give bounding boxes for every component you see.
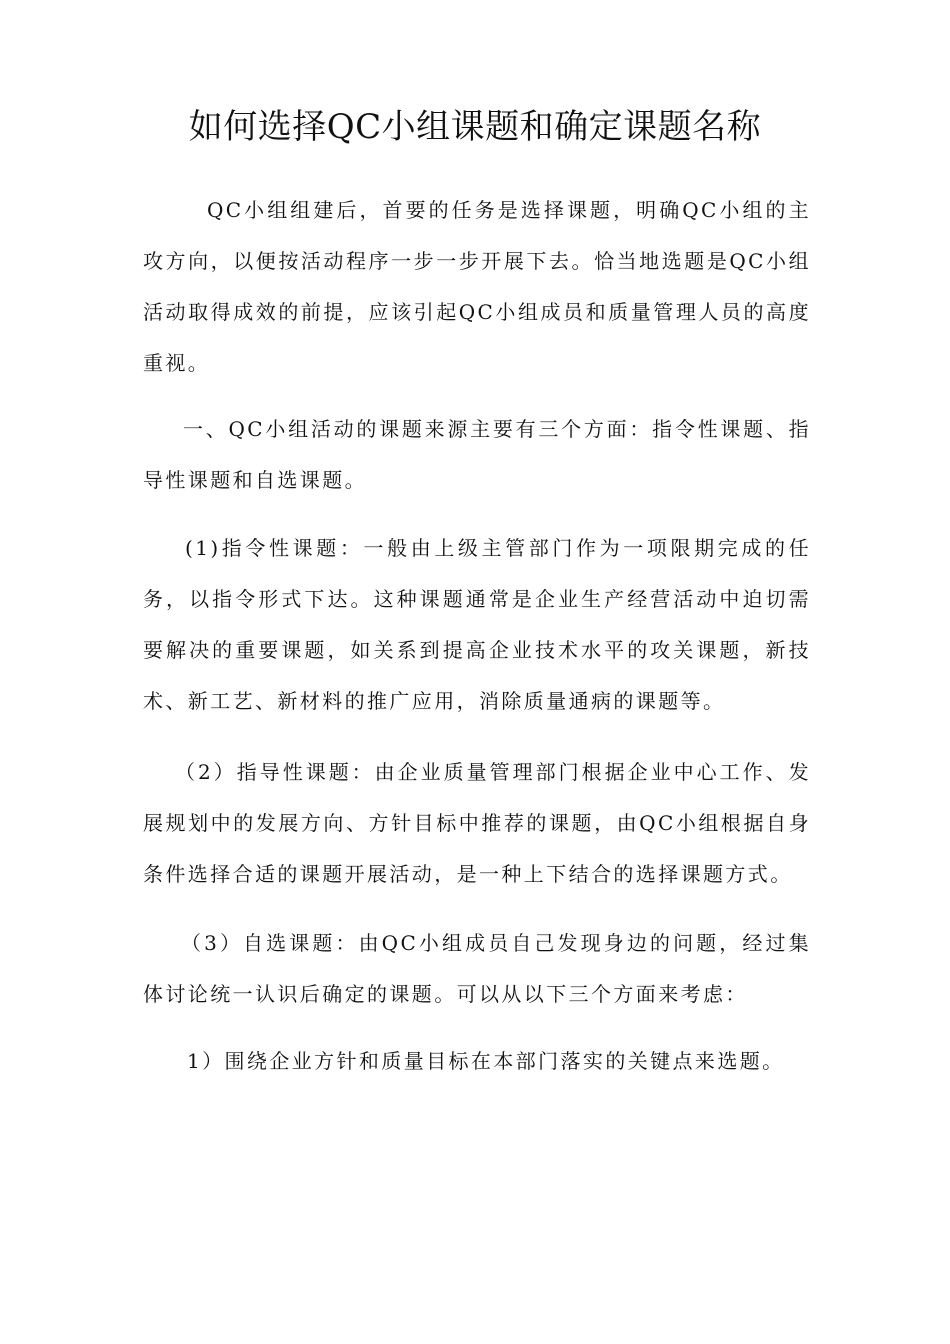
document-title: 如何选择QC小组课题和确定课题名称 <box>188 107 762 147</box>
paragraph-sub-item-1: 1）围绕企业方针和质量目标在本部门落实的关键点来选题。 <box>187 1049 785 1073</box>
paragraph-section-1: 一、QC小组活动的课题来源主要有三个方面：指令性课题、指导性课题和自选课题。 <box>143 417 811 492</box>
paragraph-item-3-self-selected-topic: （3）自选课题：由QC小组成员自己发现身边的问题，经过集体讨论统一认识后确定的课题。可以从以下三个方面来考虑： <box>143 931 811 1006</box>
paragraph-item-2-guided-topic: （2）指导性课题：由企业质量管理部门根据企业中心工作、发展规划中的发展方向、方针目标中推荐的课题，由QC小组根据自身条件选择合适的课题开展活动，是一种上下结合的选择课题方式。 <box>143 760 811 886</box>
paragraph-intro: QC小组组建后，首要的任务是选择课题，明确QC小组的主攻方向，以便按活动程序一步一步开展下去。恰当地选题是QC小组活动取得成效的前提，应该引起QC小组成员和质量管理人员的高度重视。 <box>143 198 811 375</box>
paragraph-item-1-directive-topic: (1)指令性课题：一般由上级主管部门作为一项限期完成的任务，以指令形式下达。这种课题通常是企业生产经营活动中迫切需要解决的重要课题，如关系到提高企业技术水平的攻关课题，新技术、新工艺、新材料的推广应用，消除质量通病的课题等。 <box>143 536 811 713</box>
